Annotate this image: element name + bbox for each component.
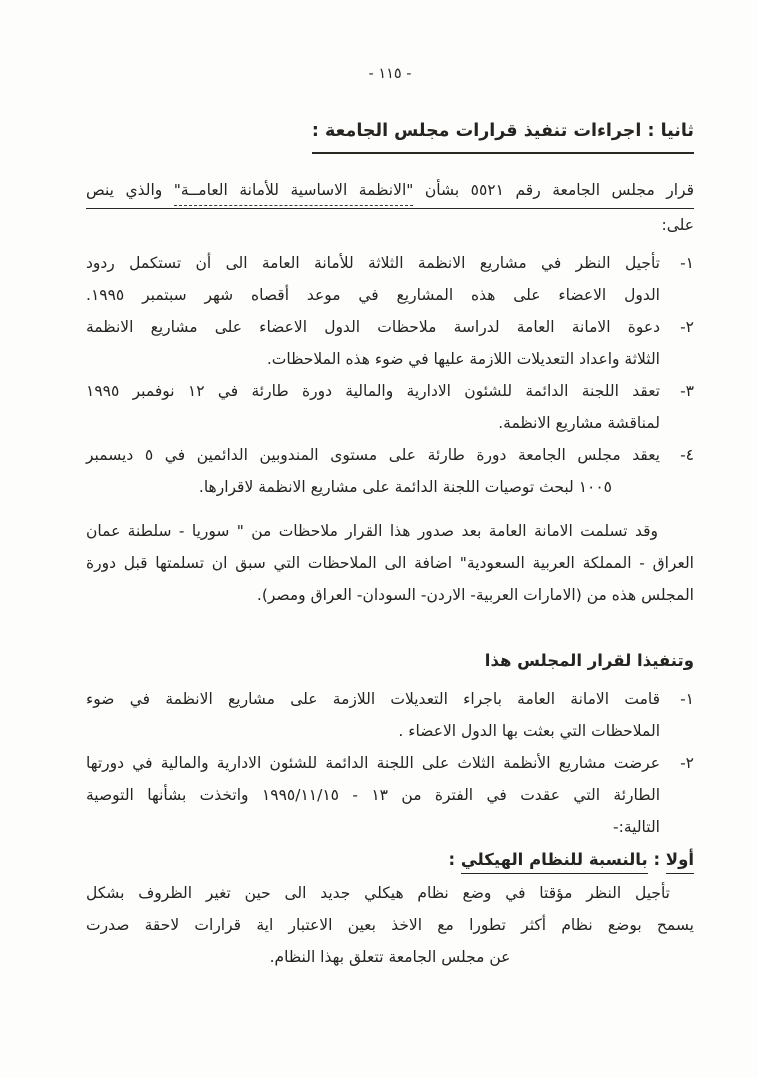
paragraph-line: يسمح بوضع نظام أكثر تطورا مع الاخذ بعين الاعتبار اية قرارات لاحقة صدرت — [86, 916, 694, 934]
intro-line-1 — [86, 174, 694, 209]
item-line: يعقد مجلس الجامعة دورة طارئة على مستوى المندوبين الدائمين في ٥ ديسمبر — [86, 446, 660, 464]
item-text — [86, 747, 660, 843]
section-heading-text: ثانيا : اجراءات تنفيذ قرارات مجلس الجامعة : — [312, 116, 694, 154]
paragraph-line: المجلس هذه من (الامارات العربية- الاردن- السودان- العراق ومصر). — [256, 586, 694, 604]
page-number: - ١١٥ - — [368, 66, 412, 82]
item-line: قامت الامانة العامة باجراء التعديلات اللازمة على مشاريع الانظمة في ضوء — [86, 690, 660, 708]
paragraph-line: عن مجلس الجامعة تتعلق بهذا النظام. — [269, 948, 511, 966]
decision-item-2 — [86, 311, 694, 375]
item-text — [86, 683, 660, 747]
implementation-heading: وتنفيذا لقرار المجلس هذا — [484, 651, 694, 670]
paragraph-line: تأجيل النظر مؤقتا في وضع نظام هيكلي جديد الى حين تغير الظروف بشكل — [86, 884, 670, 902]
postponement-paragraph — [86, 877, 694, 973]
item-text — [86, 247, 660, 311]
item-line: الدول الاعضاء على هذه المشاريع في موعد أقصاه شهر سبتمبر ١٩٩٥. — [86, 286, 660, 304]
item-line: الطارئة التي عقدت في الفترة من ١٣ - ١٩٩٥/١١/١٥ واتخذت بشأنها التوصية — [86, 786, 661, 804]
received-remarks-paragraph — [86, 515, 694, 611]
structural-colon: : — [448, 850, 461, 869]
item-line: التالية:- — [613, 818, 660, 836]
item-text — [86, 439, 660, 503]
implementation-list — [86, 683, 694, 843]
intro-line-2: على: — [661, 216, 694, 234]
quoted-regulations-title: "الانظمة الاساسية للأمانة العامــة" — [174, 181, 414, 206]
item-text — [86, 311, 660, 375]
structural-title: بالنسبة للنظام الهيكلي — [461, 850, 648, 874]
item-marker: ٣- — [680, 382, 694, 400]
item-line: لمناقشة مشاريع الانظمة. — [498, 414, 660, 432]
decision-item-4 — [86, 439, 694, 503]
decision-item-3 — [86, 375, 694, 439]
section-heading — [86, 116, 694, 154]
paragraph-line: وقد تسلمت الامانة العامة بعد صدور هذا القرار ملاحظات من " سوريا - سلطنة عمان — [86, 522, 658, 540]
structural-system-heading — [86, 843, 694, 877]
item-marker: ١- — [680, 690, 694, 708]
intro-paragraph — [86, 174, 694, 241]
item-line: الثلاثة واعداد التعديلات اللازمة عليها في ضوء هذه الملاحظات. — [266, 350, 660, 368]
item-line: تعقد اللجنة الدائمة للشئون الادارية والمالية دورة طارئة في ١٢ نوفمبر ١٩٩٥ — [86, 382, 660, 400]
item-text — [86, 375, 660, 439]
intro-pre: قرار مجلس الجامعة رقم ٥٥٢١ بشأن — [413, 181, 694, 199]
item-marker: ٢- — [680, 754, 694, 772]
item-line: عرضت مشاريع الأنظمة الثلاث على اللجنة الدائمة للشئون الادارية والمالية في دورتها — [86, 754, 660, 772]
paragraph-line: العراق - المملكة العربية السعودية" اضافة الى الملاحظات التي سبق ان تسلمتها قبل دورة — [86, 554, 694, 572]
item-line: ١٠٠٥ لبحث توصيات اللجنة الدائمة على مشاريع الانظمة لاقرارها. — [198, 478, 612, 496]
structural-label: أولا — [666, 850, 694, 874]
item-marker: ٤- — [680, 446, 694, 464]
decision-list — [86, 247, 694, 503]
item-marker: ١- — [680, 254, 694, 272]
implementation-item-2 — [86, 747, 694, 843]
structural-separator: : — [647, 850, 666, 869]
item-line: دعوة الامانة العامة لدراسة ملاحظات الدول الاعضاء على مشاريع الانظمة — [86, 318, 660, 336]
item-line: تأجيل النظر في مشاريع الانظمة الثلاثة للأمانة العامة الى أن تستكمل ردود — [86, 254, 660, 272]
implementation-item-1 — [86, 683, 694, 747]
intro-post: والذي ينص — [86, 181, 174, 199]
decision-item-1 — [86, 247, 694, 311]
item-line: الملاحظات التي بعثت بها الدول الاعضاء . — [398, 722, 660, 740]
item-marker: ٢- — [680, 318, 694, 336]
